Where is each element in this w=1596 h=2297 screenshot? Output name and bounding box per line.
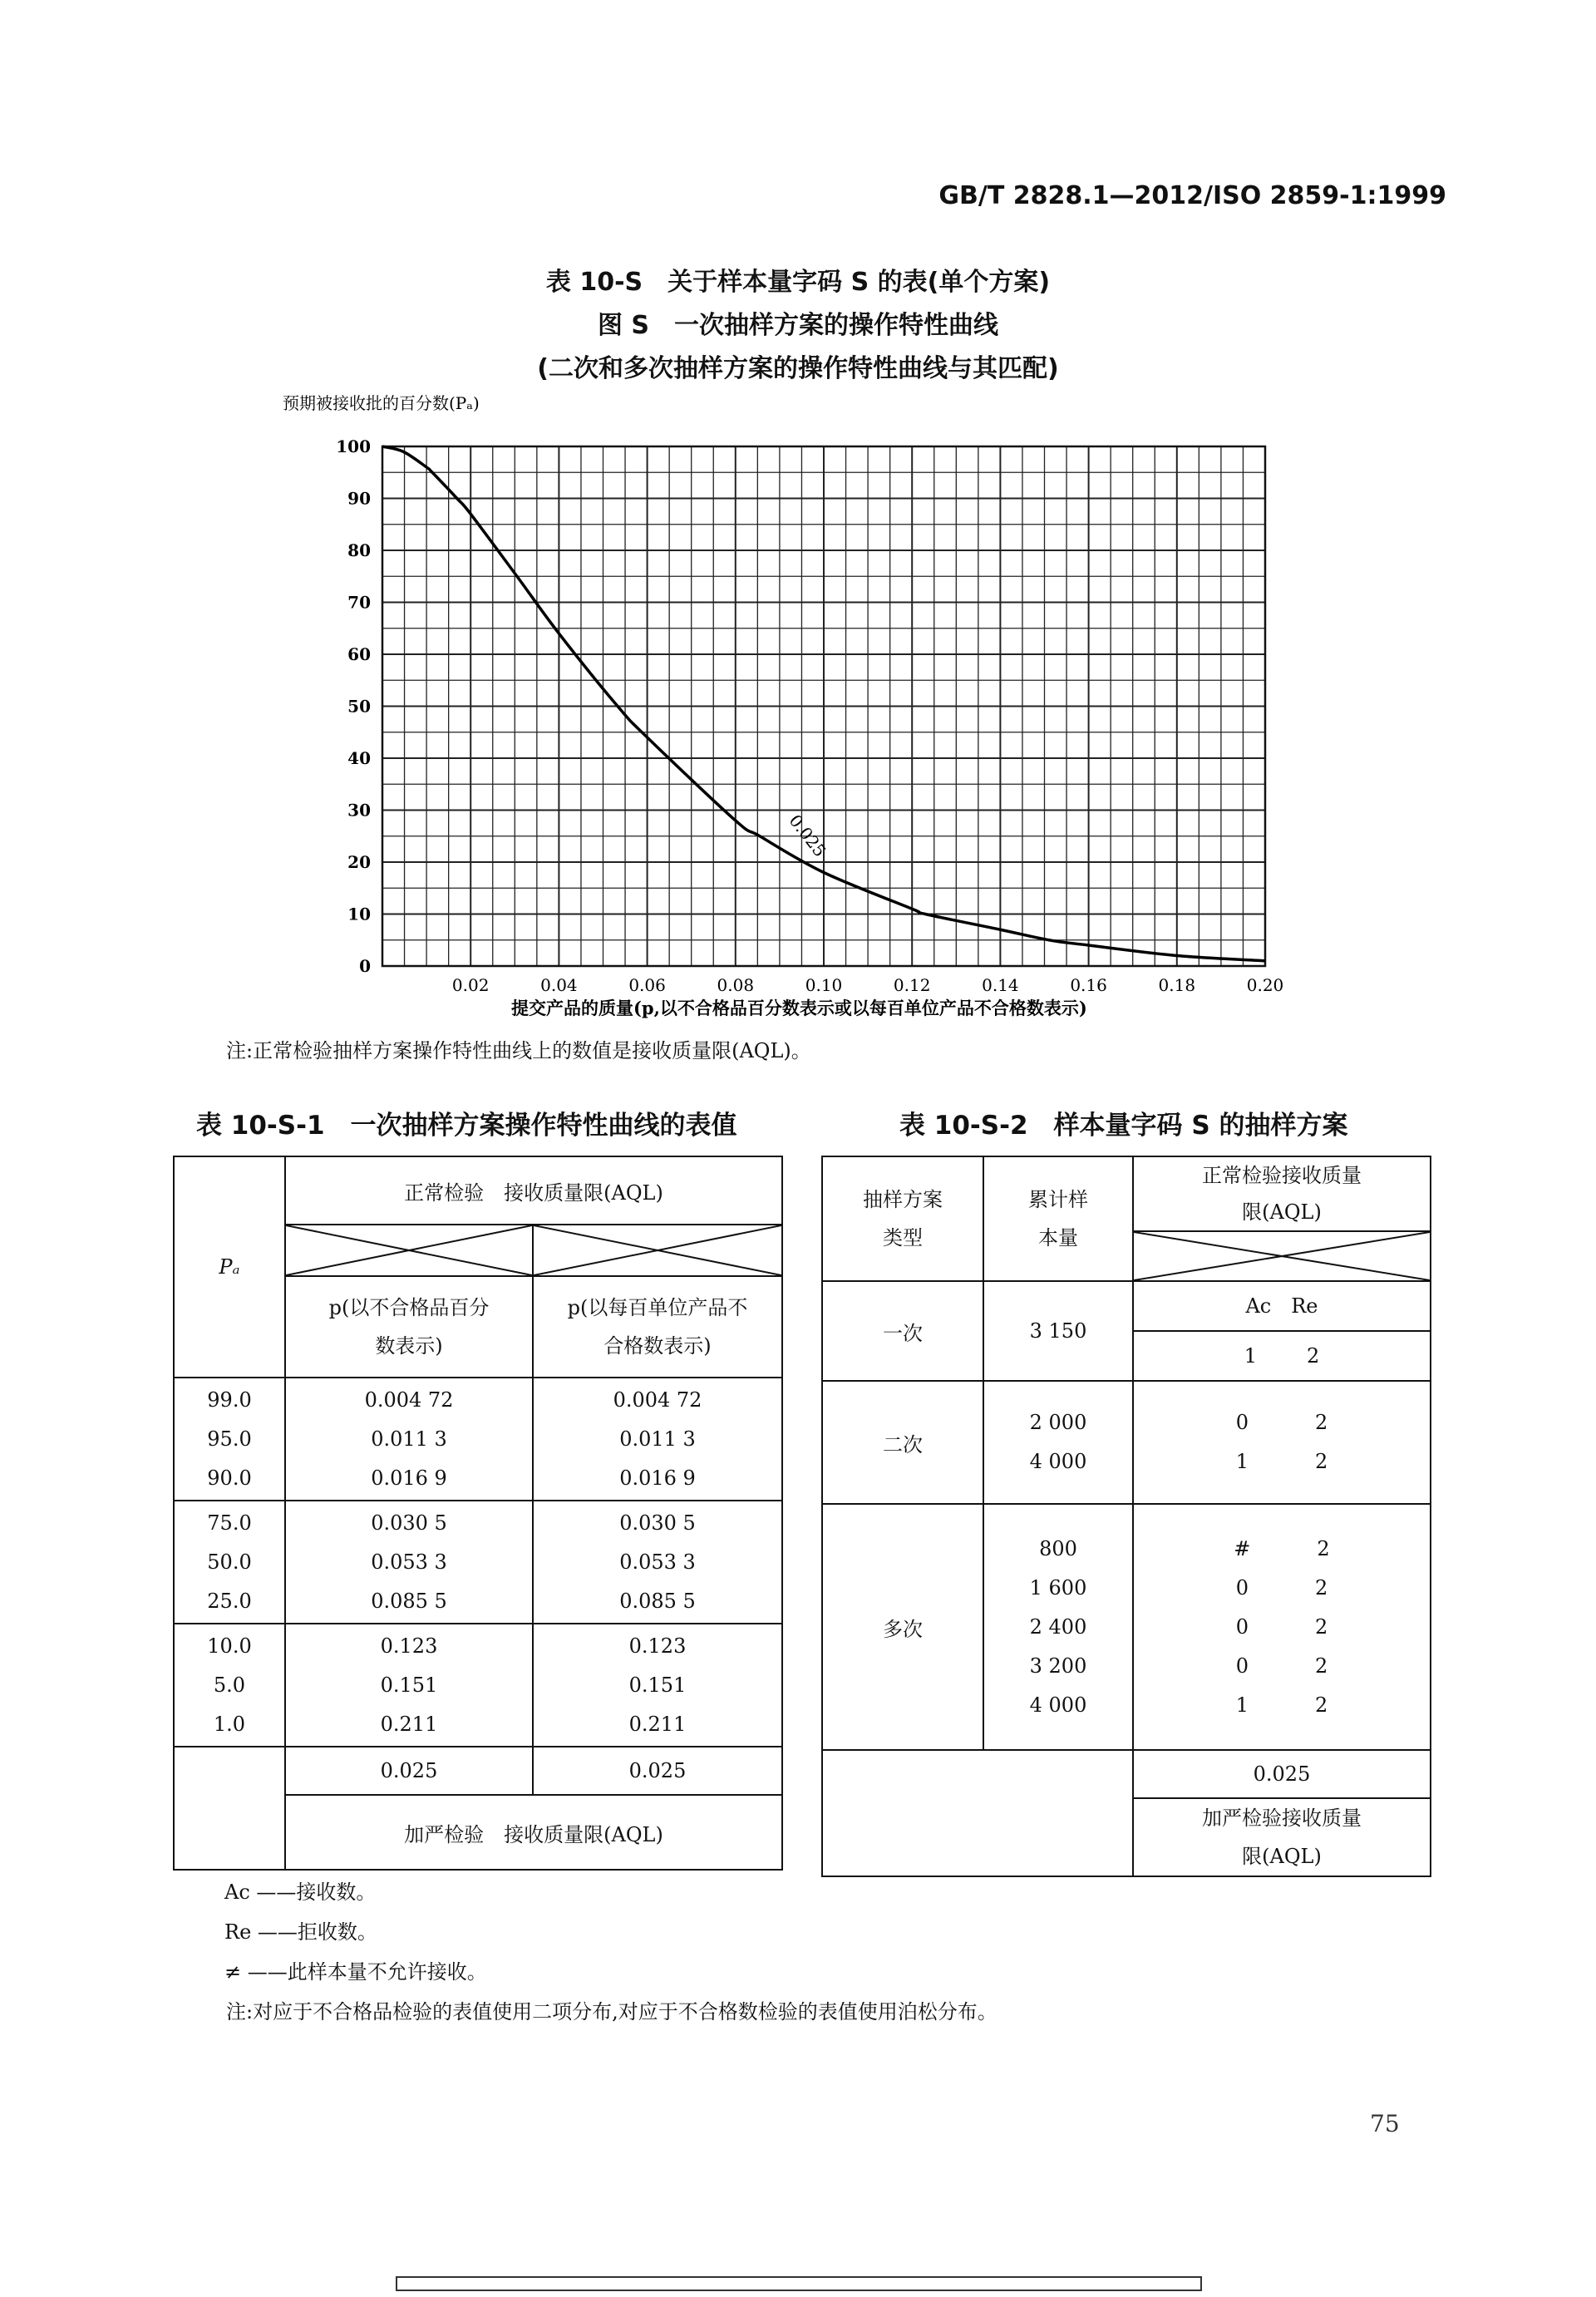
diagonal-cell — [285, 1225, 533, 1276]
x-tick-label: 0.12 — [893, 975, 931, 995]
table-cell-pa: 10.0 5.0 1.0 — [174, 1624, 285, 1747]
x-tick-label: 0.02 — [451, 975, 490, 995]
col-header-type: 抽样方案类型 — [822, 1156, 983, 1281]
x-tick-label: 0.06 — [628, 975, 666, 995]
y-tick-label: 10 — [347, 904, 371, 924]
aql-value: 0.025 — [1133, 1750, 1431, 1798]
acre-double: 0 2 1 2 — [1133, 1381, 1431, 1504]
page-number: 75 — [1370, 2110, 1400, 2137]
curve-aql-label: 0.025 — [785, 811, 830, 861]
col-header-size: 累计样本量 — [983, 1156, 1133, 1281]
table-cell-p2: 0.004 72 0.011 3 0.016 9 — [533, 1378, 782, 1501]
x-tick-label: 0.08 — [717, 975, 755, 995]
table2-caption: 表 10-S-2 样本量字码 S 的抽样方案 — [899, 1111, 1348, 1141]
table-oc-values — [173, 1156, 783, 1871]
y-tick-label: 90 — [347, 488, 371, 509]
empty-cell — [822, 1750, 1133, 1876]
table-cell-pa: 99.0 95.0 90.0 — [174, 1378, 285, 1501]
table-cell-p1: 0.004 72 0.011 3 0.016 9 — [285, 1378, 533, 1501]
table-cell-p1: 0.123 0.151 0.211 — [285, 1624, 533, 1747]
legend-re: Re ——拒收数。 — [224, 1920, 377, 1944]
ac-re-header: Ac Re — [1245, 1294, 1318, 1318]
y-tick-label: 40 — [347, 748, 371, 768]
x-tick-labels — [452, 975, 1283, 995]
sizes-double: 2 000 4 000 — [983, 1381, 1133, 1504]
chart-grid — [382, 446, 1265, 966]
legend-hash: ≠ ——此样本量不允许接收。 — [224, 1960, 487, 1984]
table-cell-p2: 0.123 0.151 0.211 — [533, 1624, 782, 1747]
x-tick-label: 0.20 — [1246, 975, 1284, 995]
table-note: 注:对应于不合格品检验的表值使用二项分布,对应于不合格数检验的表值使用泊松分布。 — [226, 2000, 998, 2023]
table-title: 表 10-S 关于样本量字码 S 的表(单个方案) — [545, 268, 1051, 297]
y-tick-label: 50 — [347, 696, 371, 717]
tightened-header: 加严检验接收质量限(AQL) — [1133, 1798, 1431, 1876]
legend-ac: Ac ——接收数。 — [224, 1880, 377, 1904]
col-header-p2: p(以每百单位产品不合格数表示) — [533, 1276, 782, 1378]
col-header-p1: p(以不合格品百分数表示) — [285, 1276, 533, 1378]
ac-re-cell: Ac Re 1 2 — [1133, 1281, 1431, 1381]
y-tick-label: 70 — [347, 592, 371, 613]
y-tick-label: 80 — [347, 540, 371, 560]
standard-number: GB/T 2828.1—2012/ISO 2859-1:1999 — [938, 181, 1446, 210]
y-tick-label: 60 — [347, 644, 371, 664]
y-tick-label: 0 — [359, 956, 371, 976]
diagonal-cell — [533, 1225, 782, 1276]
y-tick-label: 30 — [347, 800, 371, 821]
x-tick-label: 0.16 — [1070, 975, 1107, 995]
aql-header: 正常检验 接收质量限(AQL) — [285, 1156, 782, 1225]
x-tick-label: 0.14 — [982, 975, 1019, 995]
table1-caption: 表 10-S-1 一次抽样方案操作特性曲线的表值 — [196, 1111, 737, 1141]
table-sampling-plans — [821, 1156, 1431, 1877]
y-tick-label: 20 — [347, 852, 371, 872]
y-tick-label: 100 — [336, 436, 371, 456]
normal-aql-cell — [1133, 1156, 1431, 1281]
plan-type-double: 二次 — [822, 1381, 983, 1504]
aql-value-2: 0.025 — [533, 1747, 782, 1795]
figure-subtitle: (二次和多次抽样方案的操作特性曲线与其匹配) — [537, 354, 1059, 383]
x-tick-label: 0.10 — [805, 975, 843, 995]
x-axis-label: 提交产品的质量(p,以不合格品百分数表示或以每百单位产品不合格数表示) — [511, 998, 1087, 1018]
empty-cell — [174, 1747, 285, 1870]
aql-value-1: 0.025 — [285, 1747, 533, 1795]
oc-curve-chart — [274, 384, 1313, 1024]
table-cell-p2: 0.030 5 0.053 3 0.085 5 — [533, 1501, 782, 1624]
chart-note: 注:正常检验抽样方案操作特性曲线上的数值是接收质量限(AQL)。 — [226, 1039, 811, 1062]
acre-multiple: # 2 0 2 0 2 0 2 1 2 — [1133, 1504, 1431, 1750]
pa-header-cell — [174, 1156, 285, 1378]
table-cell-pa: 75.0 50.0 25.0 — [174, 1501, 285, 1624]
x-tick-label: 0.18 — [1158, 975, 1196, 995]
pa-header: Pₐ — [219, 1255, 240, 1279]
y-tick-labels — [336, 436, 371, 976]
x-tick-label: 0.04 — [540, 975, 578, 995]
plan-type-multiple: 多次 — [822, 1504, 983, 1750]
y-axis-label: 预期被接收批的百分数(Pₐ) — [283, 393, 480, 413]
tightened-header: 加严检验 接收质量限(AQL) — [285, 1795, 782, 1870]
figure-title: 图 S 一次抽样方案的操作特性曲线 — [597, 311, 999, 340]
size-single: 3 150 — [983, 1281, 1133, 1381]
table-cell-p1: 0.030 5 0.053 3 0.085 5 — [285, 1501, 533, 1624]
plan-type-single: 一次 — [822, 1281, 983, 1381]
col-header-normal: 正常检验接收质量限(AQL) — [1202, 1164, 1362, 1224]
sizes-multiple: 800 1 600 2 400 3 200 4 000 — [983, 1504, 1133, 1750]
footer-bar — [396, 2276, 1202, 2291]
